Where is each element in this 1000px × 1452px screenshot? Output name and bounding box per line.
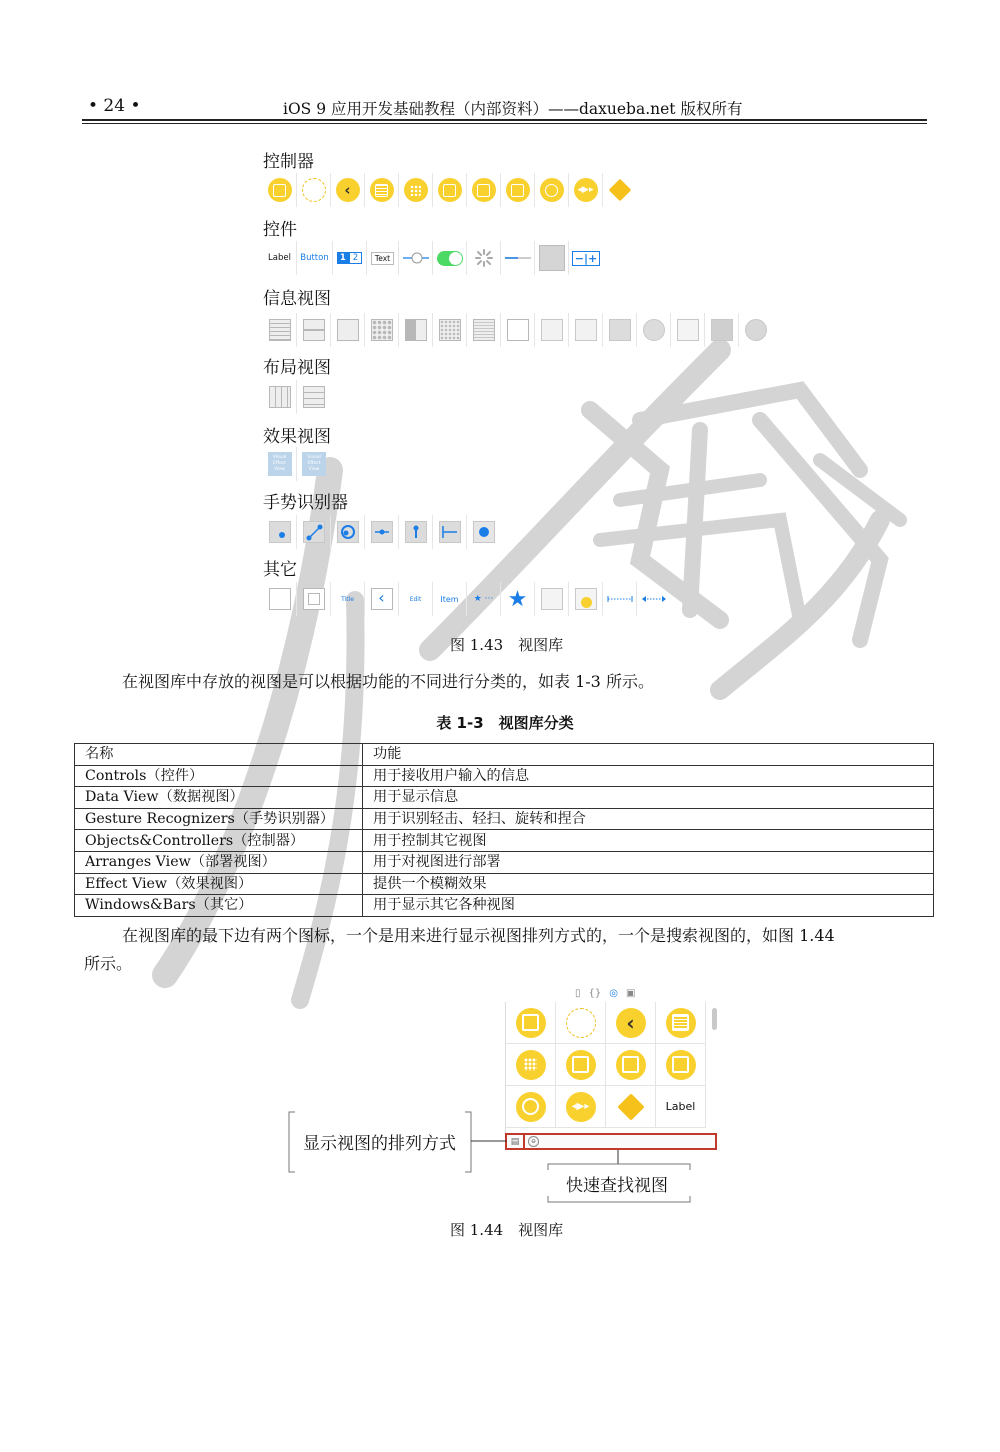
view-icon [263,582,297,616]
table-row [75,873,934,895]
tab-bar-controller-icon [433,173,467,207]
table-caption: 表 1-3 视图库分类 [436,714,574,732]
navigation-bar-icon [331,582,365,616]
library-label-text: Label [665,1100,696,1113]
table-cell: 用于对视图进行部署 [363,851,934,873]
table-row [75,851,934,873]
table-row [75,787,934,809]
search-bar-icon [535,582,569,616]
filter-search-icon[interactable]: ⊖ [528,1136,539,1147]
layout-views-row [263,380,331,414]
search-display-controller-icon [569,582,603,616]
toolbar-edit-label: Edit [409,595,422,603]
object-library-panel [505,1002,718,1138]
callout-view-arrangement: 显示视图的排列方式 [303,1134,456,1154]
figure-1-43-caption: 图 1.43 视图库 [450,636,564,654]
section-data-views: 信息视图 [263,289,331,309]
map-kit-view-icon [637,313,671,347]
glkit-view-controller-icon [535,173,569,207]
library-table-view-controller-icon[interactable] [656,1002,706,1044]
navigation-controller-icon: ‹ [331,173,365,207]
swipe-gesture-icon [365,515,399,549]
object-cube-icon [603,173,637,207]
pinch-gesture-icon [297,515,331,549]
storyboard-reference-icon [297,173,331,207]
media-library-icon[interactable]: ▣ [625,988,636,999]
text-field-control [367,241,399,275]
library-object-cube-icon[interactable] [606,1086,656,1128]
library-storyboard-reference-icon[interactable] [556,1002,606,1044]
table-header-row [75,744,934,766]
av-player-view-controller-icon: ◂▶▸ [569,173,603,207]
table-cell: 用于控制其它视图 [363,830,934,852]
library-scrollbar[interactable] [712,1008,717,1030]
container-view-icon [297,582,331,616]
segment-1: 1 [337,252,349,264]
library-av-player-icon[interactable]: ◂▶▸ [556,1086,606,1128]
navigation-bar-title: Title [341,595,354,603]
iad-banner-icon [671,313,705,347]
activity-indicator-icon [467,241,501,275]
stepper-control: −|+ [569,241,603,275]
long-press-gesture-icon [467,515,501,549]
code-snippet-icon[interactable]: {} [588,988,602,999]
table-view-icon [263,313,297,347]
running-header-title: iOS 9 应用开发基础教程（内部资料）——daxueba.net 版权所有 [283,100,743,118]
section-controllers: 控制器 [263,152,314,172]
glkit-view-icon [705,313,739,347]
tab-bar-item-star-icon: ★ [501,582,535,616]
picker-view-icon [569,313,603,347]
table-cell: 用于接收用户输入的信息 [363,765,934,787]
library-tab-bar-controller-icon[interactable] [556,1044,606,1086]
category-table [74,743,934,917]
horizontal-stack-view-icon [263,380,297,414]
collection-view-icon [365,313,399,347]
table-cell: 用于识别轻击、轻扫、旋转和捏合 [363,808,934,830]
flexible-space-arrows-icon [637,582,671,616]
view-controller-icon [263,173,297,207]
data-views-row [263,313,773,347]
controllers-row [263,173,637,207]
library-view-controller-icon[interactable] [506,1002,556,1044]
bar-button-item-icon [433,582,467,616]
collection-view-cell-icon [399,313,433,347]
section-gestures: 手势识别器 [263,493,348,513]
table-cell: 用于显示其它各种视图 [363,895,934,917]
screen-edge-pan-gesture-icon [433,515,467,549]
slider-control [399,241,433,275]
paragraph-intro: 在视图库中存放的视图是可以根据功能的不同进行分类的，如表 1-3 所示。 [122,672,654,691]
table-cell: Effect View（效果视图） [75,873,363,895]
navigation-item-icon: ‹ [365,582,399,616]
page-number: • 24 • [88,96,141,116]
page-control-icon [535,241,569,275]
section-others: 其它 [263,560,297,580]
library-split-view-controller-icon[interactable] [606,1044,656,1086]
callout-quick-search: 快速查找视图 [566,1176,668,1196]
table-cell: Gesture Recognizers（手势识别器） [75,808,363,830]
gestures-row [263,515,501,549]
object-library-grid [506,1002,718,1128]
split-view-controller-icon [467,173,501,207]
visual-effect-view-icon [263,447,297,481]
table-cell: Arranges View（部署视图） [75,851,363,873]
web-view-icon [603,313,637,347]
text-view-icon [467,313,501,347]
label-control: Label [263,241,297,275]
paragraph-icons-line2: 所示。 [84,954,133,973]
pan-gesture-icon [399,515,433,549]
button-control: Button [297,241,333,275]
table-row [75,895,934,917]
scroll-view-icon [501,313,535,347]
library-label-item[interactable] [656,1086,706,1128]
toolbar-icon [399,582,433,616]
header-rule [82,119,927,121]
library-collection-view-controller-icon[interactable] [506,1044,556,1086]
object-library-icon[interactable]: ◎ [609,988,618,999]
table-header-name: 名称 [75,744,363,766]
table-cell: 用于显示信息 [363,787,934,809]
segment-2: 2 [349,252,362,264]
section-controls: 控件 [263,220,297,240]
visual-effect-label: Visual Effect View [268,452,292,476]
figure-1-44-caption: 图 1.44 视图库 [450,1221,564,1239]
header-rule-thin [82,123,927,124]
table-cell: Controls（控件） [75,765,363,787]
scenekit-view-icon [739,313,773,347]
table-cell: Objects&Controllers（控制器） [75,830,363,852]
controls-row [263,241,603,275]
image-view-icon [331,313,365,347]
text-field-label: Text [371,252,394,265]
collection-view-controller-icon [399,173,433,207]
table-row [75,765,934,787]
table-row [75,830,934,852]
library-navigation-controller-icon[interactable]: ‹ [606,1002,656,1044]
table-row [75,808,934,830]
collection-reusable-view-icon [433,313,467,347]
tap-gesture-icon [263,515,297,549]
table-cell: Windows&Bars（其它） [75,895,363,917]
page-view-controller-icon [501,173,535,207]
table-cell: 提供一个模糊效果 [363,873,934,895]
bar-button-item-label: Item [440,594,459,604]
visual-effect-view-vibrancy-icon [297,447,331,481]
library-page-view-controller-icon[interactable] [656,1044,706,1086]
vertical-stack-view-icon [297,380,331,414]
section-layout-views: 布局视图 [263,358,331,378]
progress-view-icon [501,241,535,275]
fixed-space-icon: ★ ··· [467,582,501,616]
inspector-tabs[interactable] [575,988,635,999]
others-row [263,582,671,616]
visual-effect-vibrancy-label: Visual Effect View [302,452,326,476]
flexible-space-icon [603,582,637,616]
file-template-icon[interactable]: ▯ [575,988,581,999]
paragraph-icons-line1: 在视图库的最下边有两个图标，一个是用来进行显示视图排列方式的，一个是搜索视图的，如图 1.44 [122,926,835,945]
section-effect-views: 效果视图 [263,427,331,447]
table-cell: Data View（数据视图） [75,787,363,809]
rotation-gesture-icon [331,515,365,549]
table-view-controller-icon [365,173,399,207]
switch-control [433,241,467,275]
effect-views-row [263,447,331,481]
date-picker-icon [535,313,569,347]
segmented-control [333,241,367,275]
table-view-cell-icon [297,313,331,347]
table-header-function: 功能 [363,744,934,766]
list-grid-icon: ▤ [510,1136,520,1147]
